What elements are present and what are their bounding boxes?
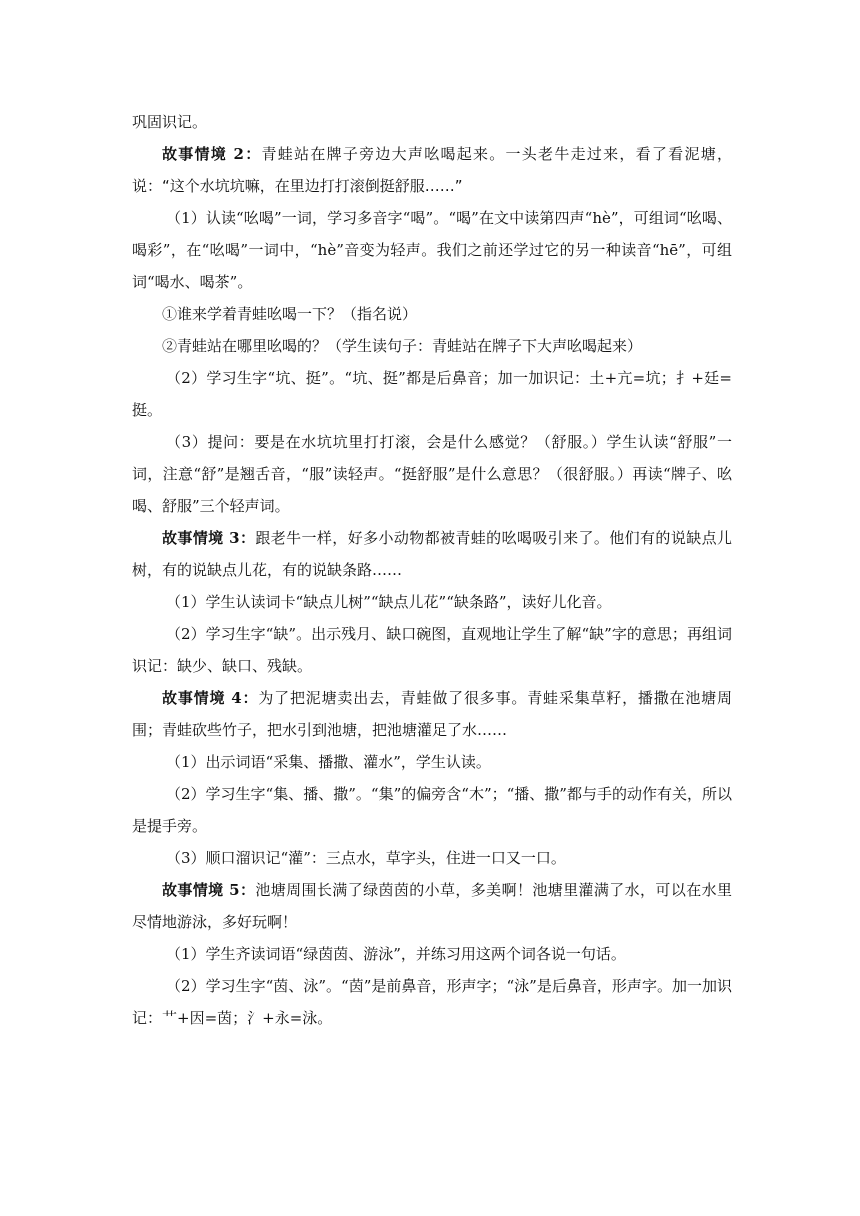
paragraph-17: （2）学习生字“茵、泳”。“茵”是前鼻音，形声字；“泳”是后鼻音，形声字。加一加识记：艹+因=茵；氵+永=泳。 [132,977,732,1027]
story-scene-4-label: 故事情境 4： [162,689,259,707]
story-scene-2-text: 青蛙站在牌子旁边大声吆喝起来。一头老牛走过来，看了看泥塘，说：“这个水坑坑嘛，在里边打打滚倒挺舒服……” [132,145,732,195]
story-scene-5-label: 故事情境 5： [162,881,256,899]
story-scene-5 [132,874,732,938]
story-scene-4 [132,682,732,746]
paragraph-5: ②青蛙站在哪里吆喝的？（学生读句子：青蛙站在牌子下大声吆喝起来） [162,337,643,355]
paragraph-16: （1）学生齐读词语“绿茵茵、游泳”，并练习用这两个词各说一句话。 [166,945,626,963]
paragraph-9: （1）学生认读词卡“缺点儿树”“缺点儿花”“缺条路”，读好儿化音。 [166,593,612,611]
story-scene-2-label: 故事情境 2： [162,145,262,163]
story-scene-2 [132,138,732,202]
paragraph-3: （1）认读“吆喝”一词，学习多音字“喝”。“喝”在文中读第四声“hè”，可组词“吆喝、喝彩”，在“吆喝”一词中，“hè”音变为轻声。我们之前还学过它的另一种读音“hē”，可组词“喝水、喝茶”。 [132,209,732,291]
paragraph-6: （2）学习生字“坑、挺”。“坑、挺”都是后鼻音；加一加识记：土+亢=坑；扌+廷=挺。 [132,369,732,419]
paragraph-14: （3）顺口溜识记“灌”：三点水，草字头，住进一口又一口。 [166,849,566,867]
paragraph-10: （2）学习生字“缺”。出示残月、缺口碗图，直观地让学生了解“缺”字的意思；再组词识记：缺少、缺口、残缺。 [132,625,732,675]
paragraph-1: 巩固识记。 [132,113,208,131]
story-scene-3-label: 故事情境 3： [162,529,256,547]
story-scene-3 [132,522,732,586]
paragraph-12: （1）出示词语“采集、播撒、灌水”，学生认读。 [166,753,491,771]
story-scene-4-text: 为了把泥塘卖出去，青蛙做了很多事。青蛙采集草籽，播撒在池塘周围；青蛙砍些竹子，把水引到池塘，把池塘灌足了水…… [132,689,732,739]
paragraph-7: （3）提问：要是在水坑坑里打打滚，会是什么感觉？（舒服。）学生认读“舒服”一词，注意“舒”是翘舌音，“服”读轻声。“挺舒服”是什么意思？（很舒服。）再读“牌子、吆喝、舒服”三个轻声词。 [132,433,732,515]
story-scene-3-text: 跟老牛一样，好多小动物都被青蛙的吆喝吸引来了。他们有的说缺点儿树，有的说缺点儿花，有的说缺条路…… [132,529,732,579]
paragraph-13: （2）学习生字“集、播、撒”。“集”的偏旁含“木”；“播、撒”都与手的动作有关，所以是提手旁。 [132,785,732,835]
story-scene-5-text: 池塘周围长满了绿茵茵的小草，多美啊！池塘里灌满了水，可以在水里尽情地游泳，多好玩啊！ [132,881,732,931]
paragraph-4: ①谁来学着青蛙吆喝一下？（指名说） [162,305,418,323]
document-body [132,106,732,1034]
